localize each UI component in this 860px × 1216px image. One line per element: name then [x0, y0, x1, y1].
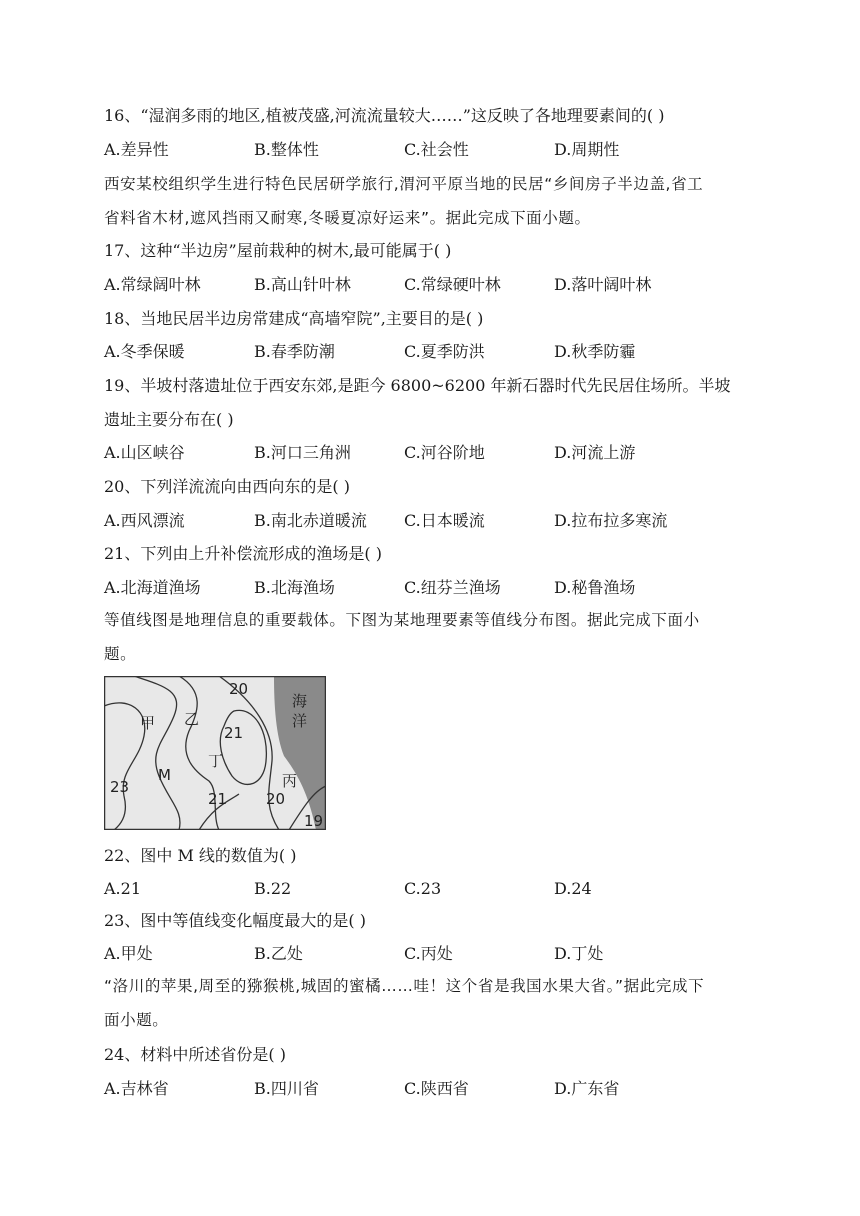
passage-line: 省料省木材,遮风挡雨又耐寒,冬暖夏凉好运来”。据此完成下面小题。 [104, 209, 591, 227]
label-jia: 甲 [140, 714, 156, 732]
passage-line: “洛川的苹果,周至的猕猴桃,城固的蜜橘……哇！这个省是我国水果大省。”据此完成下 [104, 977, 705, 995]
option-d: D.落叶阔叶林 [554, 275, 652, 294]
question-17-stem: 17、这种“半边房”屋前栽种的树木,最可能属于( ) [104, 241, 452, 260]
option-a: A.常绿阔叶林 [104, 275, 201, 294]
option-a: A.北海道渔场 [104, 578, 201, 597]
option-c: C.纽芬兰渔场 [404, 578, 501, 597]
option-b: B.整体性 [254, 140, 319, 159]
isoline-map [104, 676, 326, 830]
option-d: D.河流上游 [554, 443, 636, 462]
option-d: D.丁处 [554, 944, 604, 963]
option-c: C.常绿硬叶林 [404, 275, 501, 294]
question-21-stem: 21、下列由上升补偿流形成的渔场是( ) [104, 544, 382, 563]
label-sea-1: 海 [292, 692, 308, 710]
label-ding: 丁 [208, 752, 224, 770]
option-a: A.差异性 [104, 140, 169, 159]
question-19-stem-line2: 遗址主要分布在( ) [104, 410, 234, 429]
option-d: D.拉布拉多寒流 [554, 511, 668, 530]
label-20-top: 20 [229, 680, 249, 698]
option-d: D.24 [554, 879, 592, 898]
option-c: C.河谷阶地 [404, 443, 485, 462]
option-d: D.秘鲁渔场 [554, 578, 636, 597]
passage-isoline-map [104, 603, 760, 671]
passage-fruit-province [104, 969, 760, 1037]
passage-folk-house [104, 167, 760, 235]
passage-line: 面小题。 [104, 1011, 169, 1029]
option-a: A.冬季保暖 [104, 342, 185, 361]
question-20-stem: 20、下列洋流流向由西向东的是( ) [104, 477, 350, 496]
option-a: A.山区峡谷 [104, 443, 185, 462]
question-19-stem-line1: 19、半坡村落遗址位于西安东郊,是距今 6800~6200 年新石器时代先民居住场所。半坡 [104, 376, 731, 395]
option-d: D.广东省 [554, 1079, 620, 1098]
label-yi: 乙 [184, 710, 200, 728]
option-a: A.西风漂流 [104, 511, 185, 530]
option-a: A.吉林省 [104, 1079, 169, 1098]
option-d: D.秋季防霾 [554, 342, 636, 361]
option-c: C.陕西省 [404, 1079, 469, 1098]
question-24-stem: 24、材料中所述省份是( ) [104, 1045, 286, 1064]
option-c: C.社会性 [404, 140, 469, 159]
option-b: B.南北赤道暖流 [254, 511, 367, 530]
option-a: A.21 [104, 879, 141, 898]
label-sea-2: 洋 [292, 712, 308, 730]
isoline-map-figure [104, 676, 326, 830]
option-b: B.22 [254, 879, 292, 898]
passage-line: 题。 [104, 645, 137, 663]
passage-line: 等值线图是地理信息的重要载体。下图为某地理要素等值线分布图。据此完成下面小 [104, 611, 700, 629]
question-22-stem: 22、图中 M 线的数值为( ) [104, 846, 297, 865]
question-18-stem: 18、当地民居半边房常建成“高墙窄院”,主要目的是( ) [104, 309, 484, 328]
label-23: 23 [110, 778, 130, 796]
label-m: M [158, 766, 171, 784]
option-d: D.周期性 [554, 140, 620, 159]
label-bing: 丙 [282, 772, 298, 790]
option-c: C.23 [404, 879, 442, 898]
option-b: B.四川省 [254, 1079, 319, 1098]
option-c: C.夏季防洪 [404, 342, 485, 361]
label-21-center: 21 [224, 724, 244, 742]
label-21-bottom: 21 [208, 790, 228, 808]
label-20-bottom: 20 [266, 790, 286, 808]
question-23-stem: 23、图中等值线变化幅度最大的是( ) [104, 911, 366, 930]
option-c: C.丙处 [404, 944, 453, 963]
question-16-stem: 16、“湿润多雨的地区,植被茂盛,河流流量较大……”这反映了各地理要素间的( ) [104, 106, 665, 125]
option-b: B.高山针叶林 [254, 275, 351, 294]
option-a: A.甲处 [104, 944, 153, 963]
option-b: B.春季防潮 [254, 342, 335, 361]
option-b: B.乙处 [254, 944, 303, 963]
option-c: C.日本暖流 [404, 511, 485, 530]
label-19: 19 [304, 812, 324, 830]
option-b: B.北海渔场 [254, 578, 335, 597]
passage-line: 西安某校组织学生进行特色民居研学旅行,渭河平原当地的民居“乡间房子半边盖,省工 [104, 175, 704, 193]
option-b: B.河口三角洲 [254, 443, 351, 462]
